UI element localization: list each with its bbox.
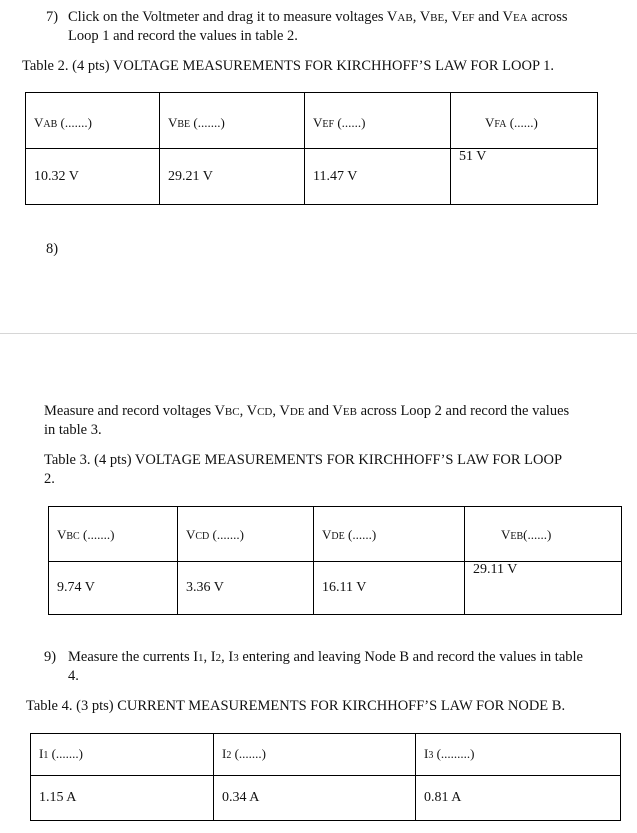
table3-value-veb: 29.11 V <box>465 562 622 615</box>
q7-number: 7) <box>46 9 59 25</box>
page-divider <box>0 333 637 334</box>
table2 <box>25 92 598 205</box>
table2-title: Table 2. (4 pts) VOLTAGE MEASUREMENTS FOR KIRCHHOFF’S LAW FOR LOOP 1. <box>22 58 554 74</box>
table3-header-veb: VEB(......) <box>465 507 622 562</box>
q9-line1: Measure the currents I1, I2, I3 entering and leaving Node B and record the values in table <box>68 649 583 665</box>
q7-line2: Loop 1 and record the values in table 2. <box>68 28 298 44</box>
table2-header-vef: VEF (......) <box>305 93 451 149</box>
table4-title: Table 4. (3 pts) CURRENT MEASUREMENTS FOR KIRCHHOFF’S LAW FOR NODE B. <box>26 698 566 714</box>
table3-title-line2: 2. <box>44 471 55 487</box>
table4-value-i3: 0.81 A <box>416 776 621 821</box>
q7-line1: Click on the Voltmeter and drag it to measure voltages VAB, VBE, VEF and VEA across <box>68 9 568 25</box>
q9-line2: 4. <box>68 668 79 684</box>
table2-value-vef: 11.47 V <box>305 149 451 205</box>
q8-number: 8) <box>46 241 59 257</box>
table3 <box>48 506 622 615</box>
table3-title-line1: Table 3. (4 pts) VOLTAGE MEASUREMENTS FOR KIRCHHOFF’S LAW FOR LOOP <box>44 452 563 468</box>
table3-header-vbc: VBC (.......) <box>49 507 178 562</box>
table4-value-i1: 1.15 A <box>31 776 214 821</box>
table3-header-vde: VDE (......) <box>314 507 465 562</box>
table2-header-vbe: VBE (.......) <box>160 93 305 149</box>
table4-value-i2: 0.34 A <box>214 776 416 821</box>
loop2-line1: Measure and record voltages VBC, VCD, VDE and VEB across Loop 2 and record the values <box>44 403 570 419</box>
table2-header-vfa: VFA (......) <box>451 93 598 149</box>
table3-value-vbc: 9.74 V <box>49 562 178 615</box>
table2-value-vfa: 51 V <box>451 149 598 205</box>
table2-value-vab: 10.32 V <box>26 149 160 205</box>
table3-value-vcd: 3.36 V <box>178 562 314 615</box>
q9-number: 9) <box>44 649 57 665</box>
table4-header-i2: I2 (.......) <box>214 734 416 776</box>
table2-header-vab: VAB (.......) <box>26 93 160 149</box>
table3-header-vcd: VCD (.......) <box>178 507 314 562</box>
table2-value-vbe: 29.21 V <box>160 149 305 205</box>
table3-value-vde: 16.11 V <box>314 562 465 615</box>
table4-header-i1: I1 (.......) <box>31 734 214 776</box>
table4 <box>30 733 621 821</box>
loop2-line2: in table 3. <box>44 422 102 438</box>
table4-header-i3: I3 (.........) <box>416 734 621 776</box>
